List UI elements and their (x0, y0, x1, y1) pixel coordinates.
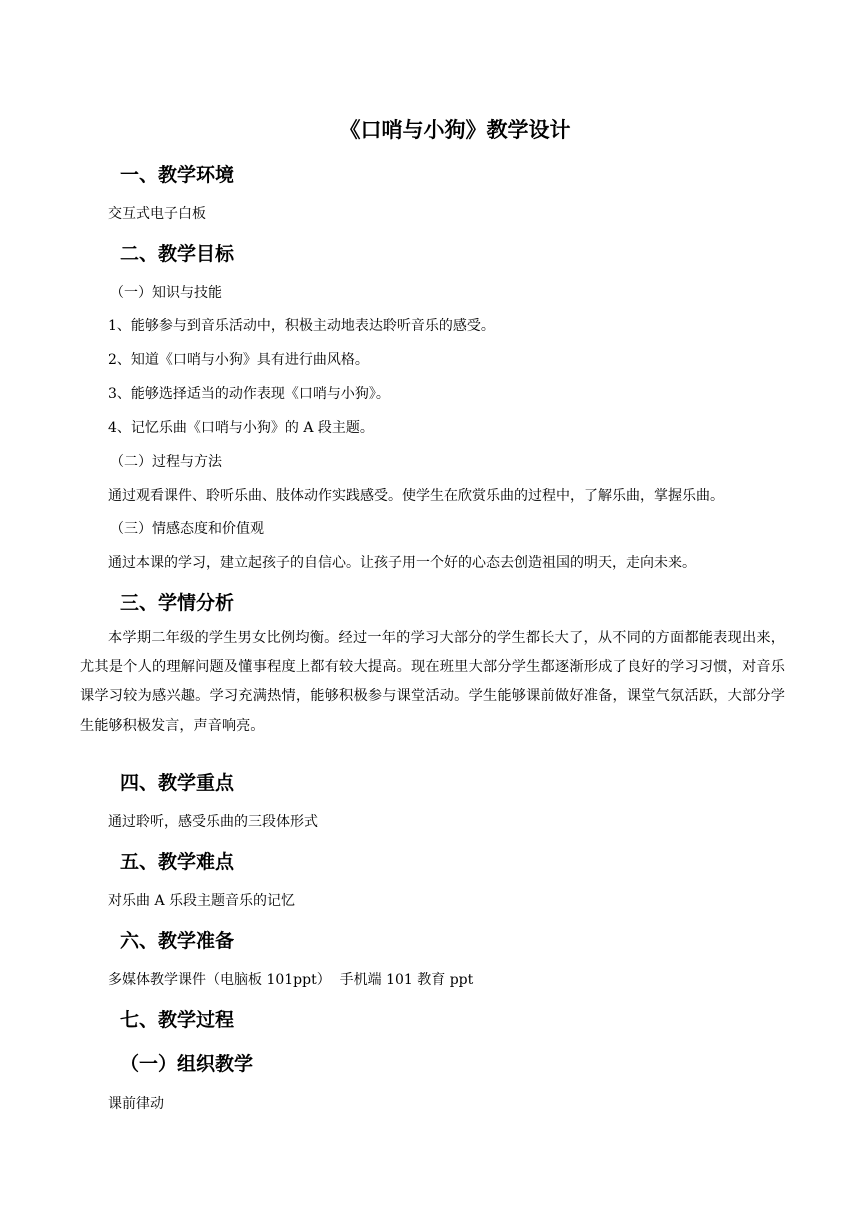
attitude-values-text: 通过本课的学习，建立起孩子的自信心。让孩子用一个好的心态去创造祖国的明天，走向未来。 (108, 555, 696, 571)
subheading-process-method: （二）过程与方法 (110, 454, 222, 470)
subheading-knowledge-skills: （一）知识与技能 (110, 285, 222, 301)
section-heading-process: 七、教学过程 (120, 1009, 235, 1031)
organize-teaching-text: 课前律动 (108, 1096, 164, 1112)
objective-item: 1、能够参与到音乐活动中，积极主动地表达聆听音乐的感受。 (108, 318, 495, 334)
section-heading-key-points: 四、教学重点 (120, 772, 235, 794)
document-title: 《口哨与小狗》教学设计 (339, 118, 571, 142)
subheading-organize-teaching: （一）组织教学 (120, 1053, 254, 1075)
key-points-text: 通过聆听，感受乐曲的三段体形式 (108, 814, 318, 830)
environment-text: 交互式电子白板 (108, 206, 206, 222)
objective-item: 2、知道《口哨与小狗》具有进行曲风格。 (108, 352, 369, 368)
section-heading-analysis: 三、学情分析 (120, 592, 235, 614)
objective-item: 3、能够选择适当的动作表现《口哨与小狗》。 (108, 386, 390, 402)
subheading-attitude-values: （三）情感态度和价值观 (110, 521, 264, 537)
section-heading-objectives: 二、教学目标 (120, 243, 235, 265)
section-heading-preparation: 六、教学准备 (120, 930, 235, 952)
difficulties-text: 对乐曲 A 乐段主题音乐的记忆 (108, 893, 296, 909)
section-heading-environment: 一、教学环境 (120, 164, 235, 186)
section-heading-difficulties: 五、教学难点 (120, 851, 235, 873)
process-method-text: 通过观看课件、聆听乐曲、肢体动作实践感受。使学生在欣赏乐曲的过程中，了解乐曲，掌握乐曲。 (108, 488, 724, 504)
analysis-paragraph: 本学期二年级的学生男女比例均衡。经过一年的学习大部分的学生都长大了，从不同的方面都能表现出来，尤其是个人的理解问题及懂事程度上都有较大提高。现在班里大部分学生都逐渐形成了良好的学习习惯，对音乐课学习较为感兴趣。学习充满热情，能够积极参与课堂活动。学生能够课前做好准备，课堂气氛活跃，大部分学生能够积极发言，声音响亮。 (80, 630, 785, 734)
preparation-text: 多媒体教学课件（电脑板 101ppt） 手机端 101 教育 ppt (108, 972, 474, 988)
objective-item: 4、记忆乐曲《口哨与小狗》的 A 段主题。 (108, 420, 374, 436)
